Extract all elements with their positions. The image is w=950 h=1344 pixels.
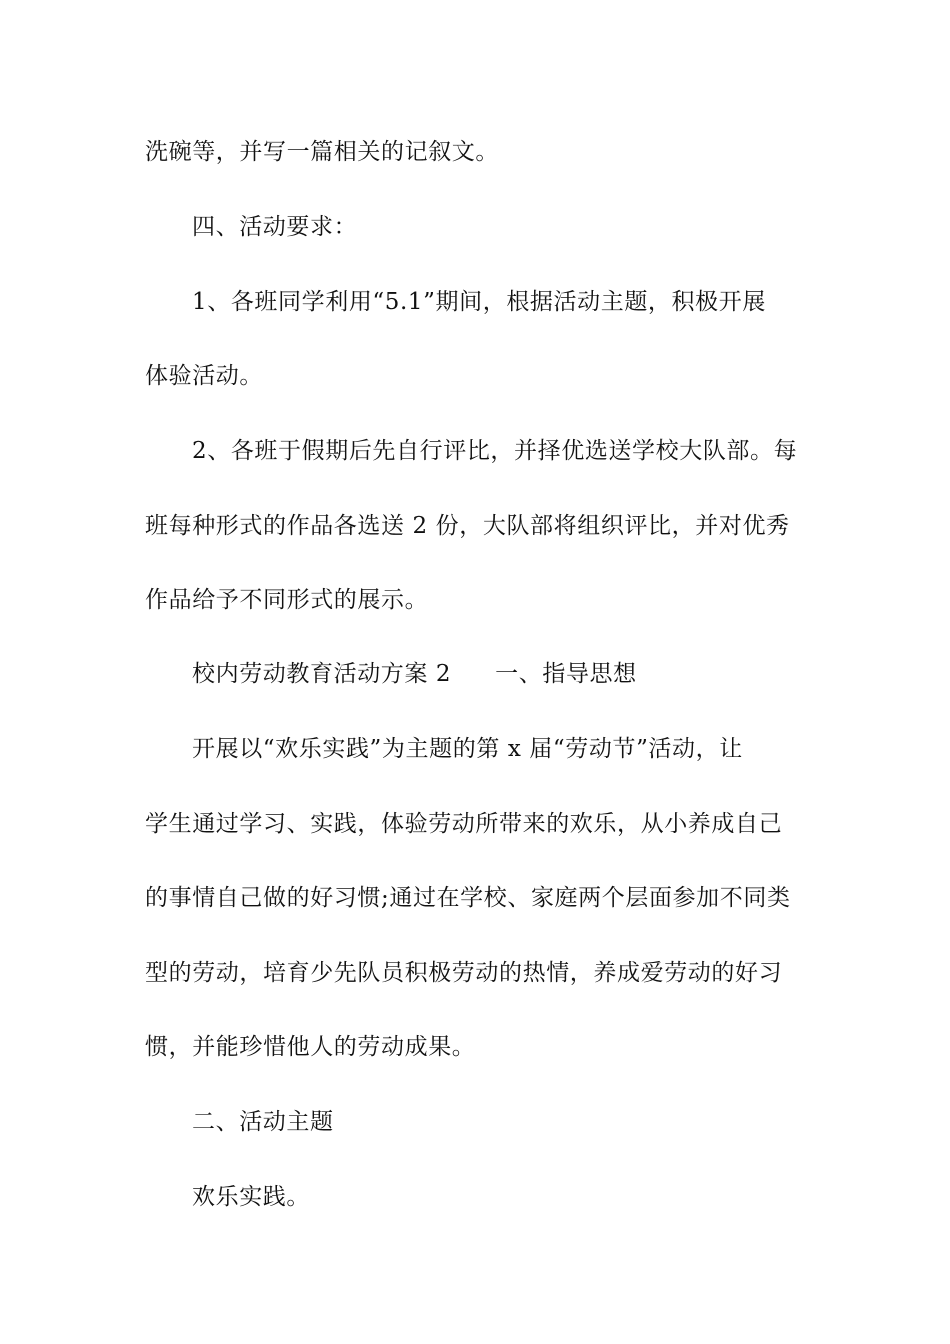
paragraph-line: 2、各班于假期后先自行评比，并择优选送学校大队部。每 [192,438,798,464]
section-heading: 二、活动主题 [192,1109,334,1135]
paragraph-line: 学生通过学习、实践，体验劳动所带来的欢乐，从小养成自己 [145,811,783,837]
paragraph-line: 洗碗等，并写一篇相关的记叙文。 [145,139,499,165]
paragraph-line: 的事情自己做的好习惯;通过在学校、家庭两个层面参加不同类 [145,885,791,911]
paragraph-line: 惯，并能珍惜他人的劳动成果。 [145,1034,476,1060]
section-heading: 四、活动要求： [192,214,358,240]
paragraph-line: 体验活动。 [145,363,263,389]
document-title: 校内劳动教育活动方案 2 [192,661,452,687]
title-line [192,659,637,689]
section-heading: 一、指导思想 [495,661,637,687]
paragraph-line: 开展以“欢乐实践”为主题的第 x 届“劳动节”活动，让 [192,736,743,762]
paragraph-line: 欢乐实践。 [192,1184,310,1210]
paragraph-line: 班每种形式的作品各选送 2 份，大队部将组织评比，并对优秀 [145,513,790,539]
paragraph-line: 型的劳动，培育少先队员积极劳动的热情，养成爱劳动的好习 [145,960,783,986]
paragraph-line: 1、各班同学利用“5.1”期间，根据活动主题，积极开展 [192,289,766,315]
paragraph-line: 作品给予不同形式的展示。 [145,587,429,613]
